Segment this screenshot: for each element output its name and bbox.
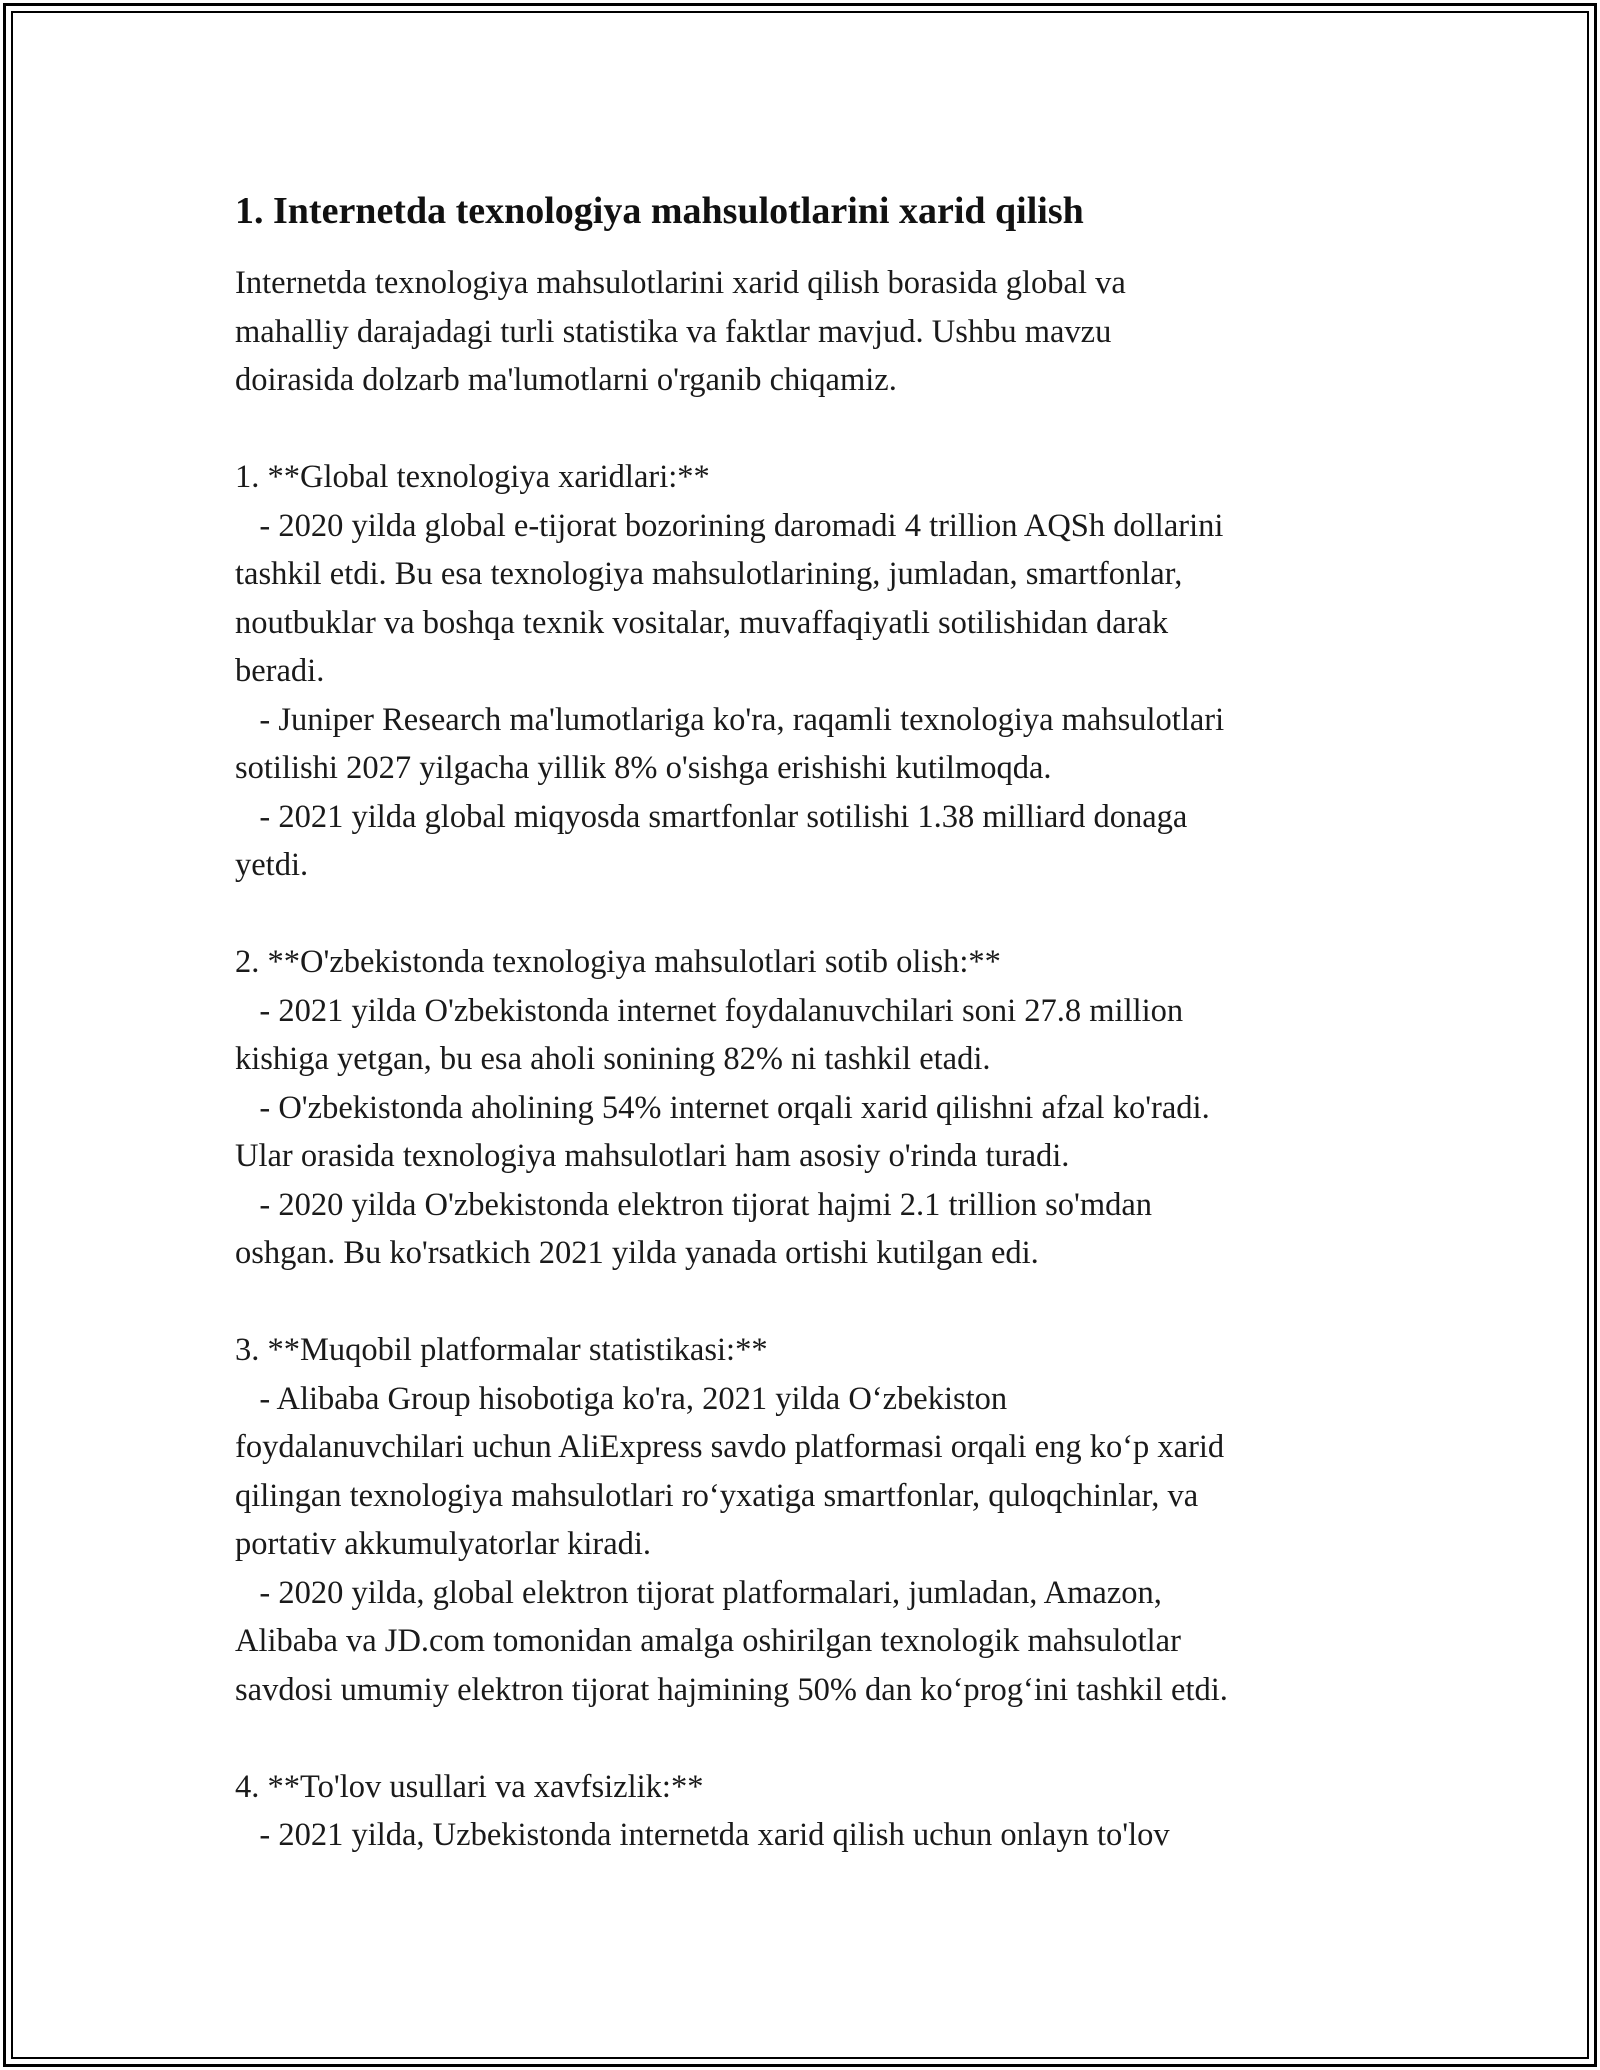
spacer: [235, 405, 1375, 454]
spacer: [235, 890, 1375, 939]
spacer: [235, 1278, 1375, 1327]
section-heading: 2. **O'zbekistonda texnologiya mahsulotlari sotib olish:**: [235, 944, 1001, 980]
section-global: [235, 453, 1375, 890]
bullet-item: - O'zbekistonda aholining 54% internet orqali xarid qilishni afzal ko'radi. Ular orasida texnologiya mahsulotlari ham asosiy o'rinda turadi.: [235, 1089, 1210, 1174]
section-payments: [235, 1763, 1375, 1860]
section-uzbekistan: [235, 938, 1375, 1278]
bullet-item: - 2020 yilda O'zbekistonda elektron tijorat hajmi 2.1 trillion so'mdan oshgan. Bu ko'rsatkich 2021 yilda yanada ortishi kutilgan edi.: [235, 1186, 1153, 1271]
document-title: 1. Internetda texnologiya mahsulotlarini xarid qilish: [235, 190, 1084, 232]
section-platforms: [235, 1326, 1375, 1714]
bullet-item: - Juniper Research ma'lumotlariga ko'ra, raqamli texnologiya mahsulotlari sotilishi 2027 yilgacha yillik 8% o'sishga erishishi kutilmoqda.: [235, 701, 1225, 786]
bullet-item: - 2021 yilda global miqyosda smartfonlar sotilishi 1.38 milliard donaga yetdi.: [235, 798, 1188, 883]
document-body: [235, 185, 1375, 1860]
bullet-item: - 2020 yilda, global elektron tijorat platformalari, jumladan, Amazon, Alibaba va JD.com tomonidan amalga oshirilgan texnologik mahsulotlar savdosi umumiy elektron tijorat hajmining 50% dan ko‘prog‘ini tashkil etdi.: [235, 1574, 1228, 1708]
intro-paragraph: Internetda texnologiya mahsulotlarini xarid qilish borasida global va mahalliy darajadagi turli statistika va faktlar mavjud. Ushbu mavzu doirasida dolzarb ma'lumotlarni o'rganib chiqamiz.: [235, 265, 1126, 398]
section-heading: 3. **Muqobil platformalar statistikasi:**: [235, 1332, 768, 1368]
bullet-item: - Alibaba Group hisobotiga ko'ra, 2021 yilda O‘zbekiston foydalanuvchilari uchun AliExpress savdo platformasi orqali eng ko‘p xarid qilingan texnologiya mahsulotlari ro‘yxatiga smartfonlar, quloqchinlar, va portativ akkumulyatorlar kiradi.: [235, 1380, 1225, 1562]
bullet-item: - 2021 yilda O'zbekistonda internet foydalanuvchilari soni 27.8 million kishiga yetgan, bu esa aholi sonining 82% ni tashkil etadi.: [235, 992, 1184, 1077]
spacer: [235, 1714, 1375, 1763]
section-heading: 1. **Global texnologiya xaridlari:**: [235, 459, 710, 495]
bullet-item: - 2021 yilda, Uzbekistonda internetda xarid qilish uchun onlayn to'lov: [235, 1817, 1170, 1853]
bullet-item: - 2020 yilda global e-tijorat bozorining daromadi 4 trillion AQSh dollarini tashkil etdi. Bu esa texnologiya mahsulotlarining, jumladan, smartfonlar, noutbuklar va boshqa texnik vositalar, muvaffaqiyatli sotilishidan darak beradi.: [235, 507, 1224, 689]
section-heading: 4. **To'lov usullari va xavfsizlik:**: [235, 1768, 704, 1805]
